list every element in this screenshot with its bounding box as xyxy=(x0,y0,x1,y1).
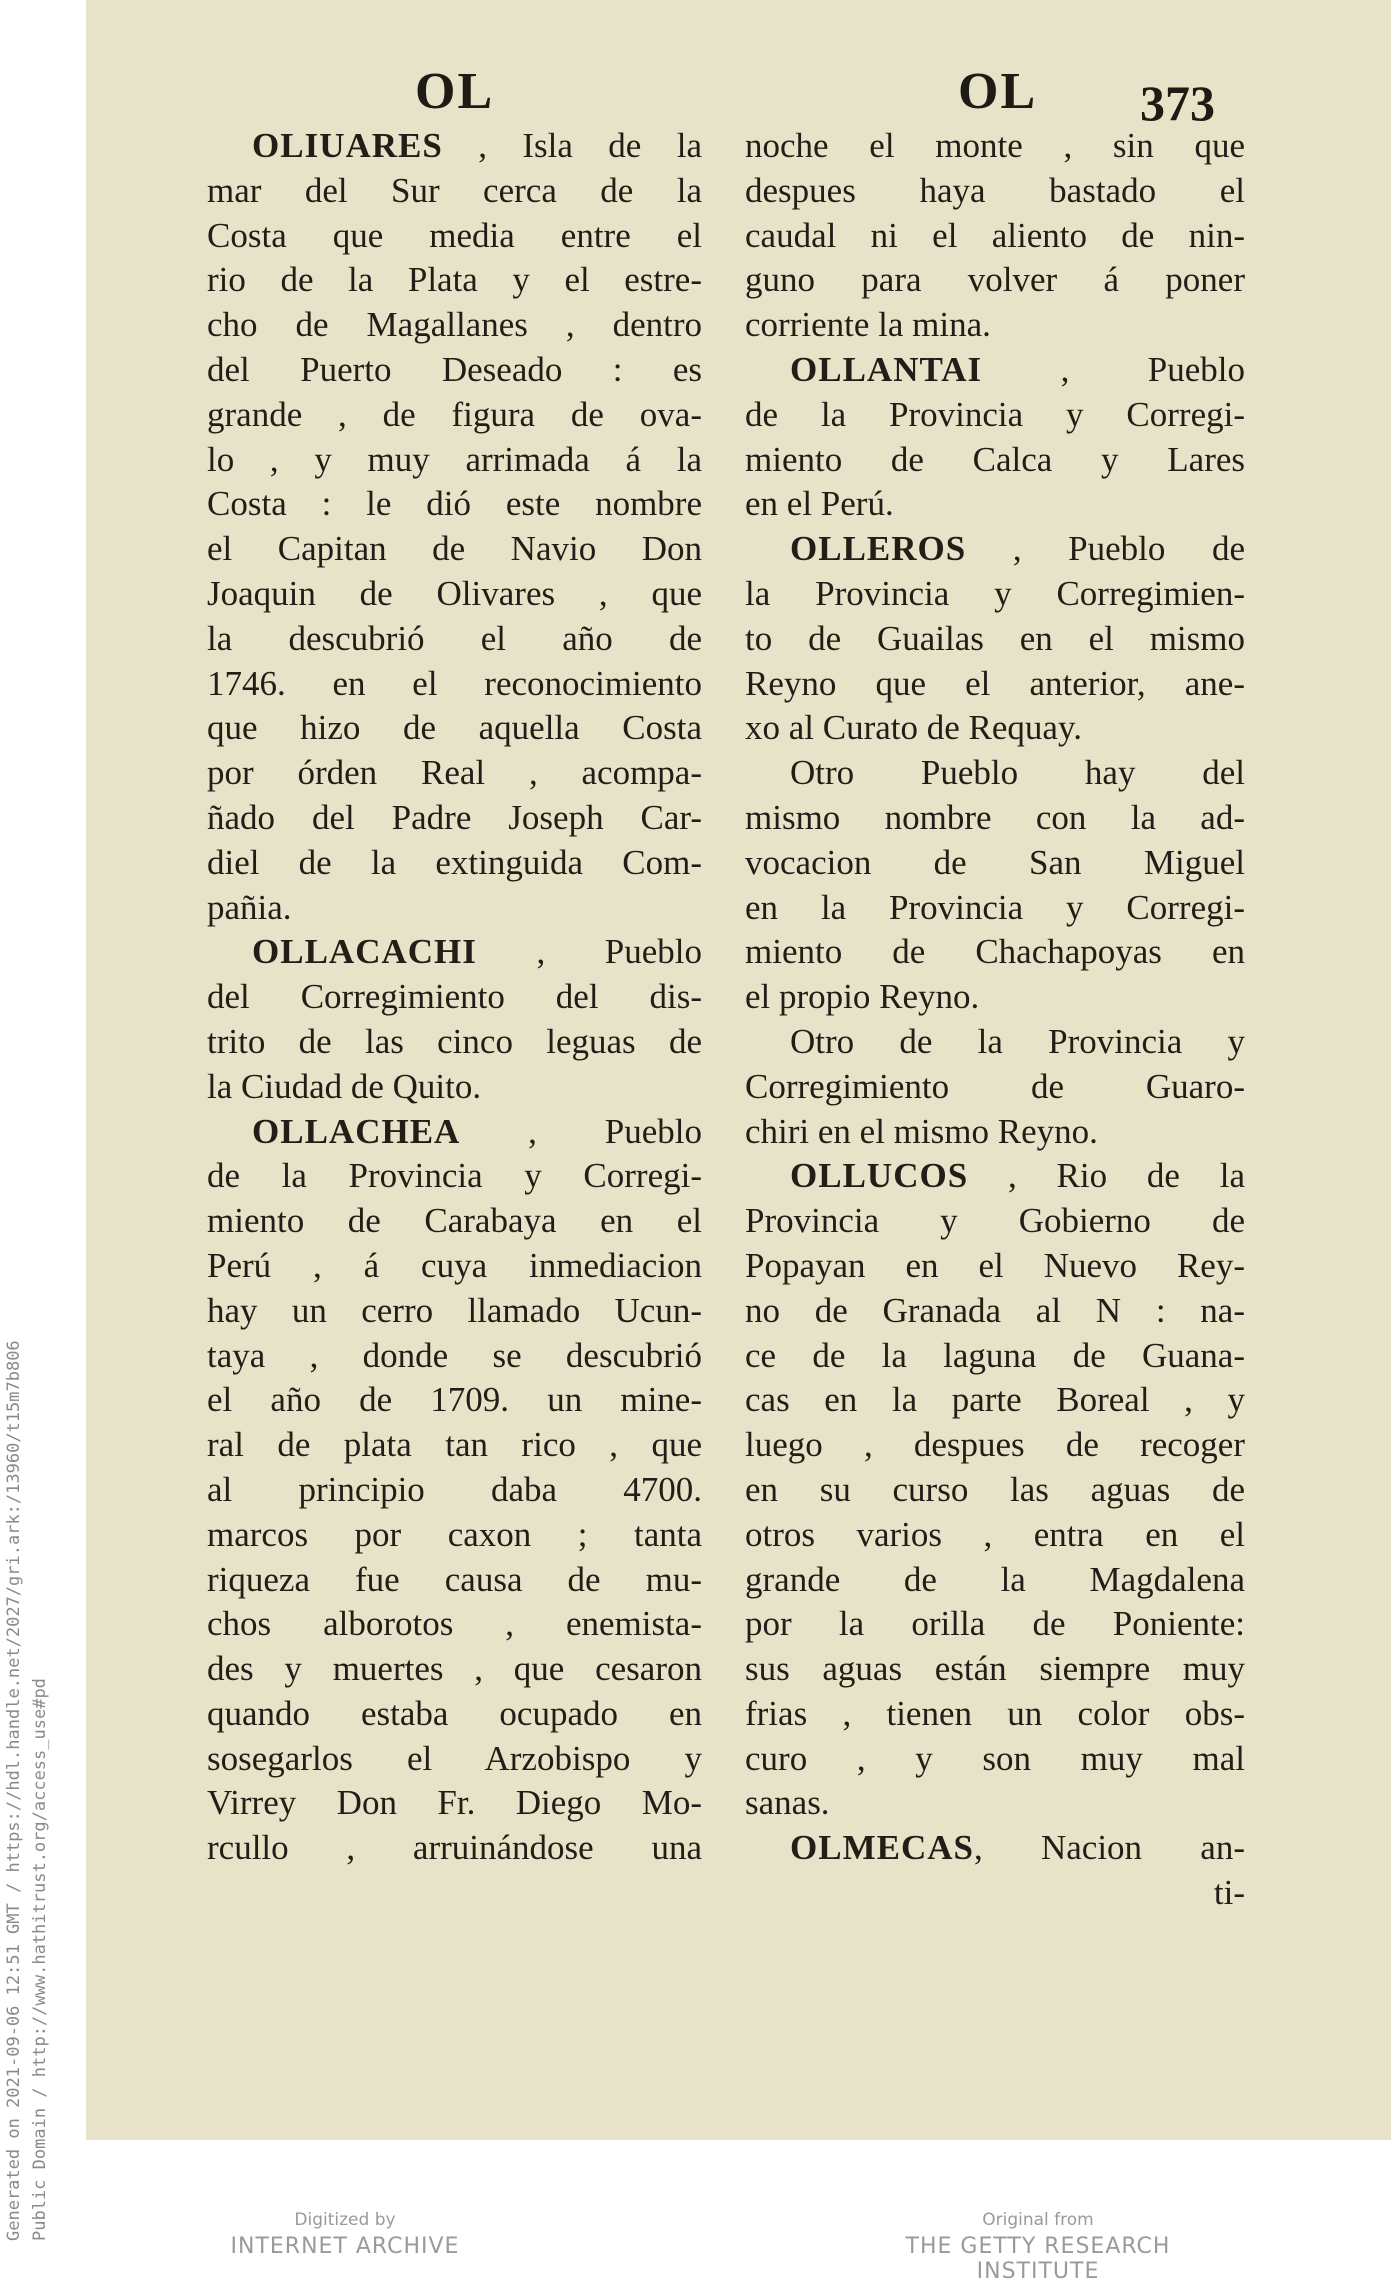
text-line xyxy=(745,303,1245,348)
line-text: mismo nombre con la ad- xyxy=(745,797,1245,837)
text-line xyxy=(745,1737,1245,1782)
text-line xyxy=(745,930,1245,975)
line-text: Costa que media entre el xyxy=(207,215,702,255)
line-text: hay un cerro llamado Ucun- xyxy=(207,1290,702,1330)
line-text: Joaquin de Olivares , que xyxy=(207,573,702,613)
line-text: Otro Pueblo hay del xyxy=(790,753,1245,793)
line-text: luego , despues de recoger xyxy=(745,1425,1245,1465)
line-text: el año de 1709. un mine- xyxy=(207,1380,702,1420)
line-text: trito de las cinco leguas de xyxy=(207,1021,702,1061)
text-line xyxy=(745,258,1245,303)
text-line xyxy=(207,527,702,572)
line-text: Perú , á cuya inmediacion xyxy=(207,1245,702,1285)
line-text: Corregimiento de Guaro- xyxy=(745,1066,1245,1106)
text-line xyxy=(207,841,702,886)
line-text: , Rio de la xyxy=(968,1156,1245,1196)
line-text: miento de Chachapoyas en xyxy=(745,932,1245,972)
text-line xyxy=(207,1558,702,1603)
text-line xyxy=(745,751,1245,796)
text-line xyxy=(745,393,1245,438)
line-text: Popayan en el Nuevo Rey- xyxy=(745,1245,1245,1285)
line-text: diel de la extinguida Com- xyxy=(207,842,702,882)
text-line xyxy=(745,1781,1245,1826)
digitizer-name: INTERNET ARCHIVE xyxy=(230,2234,460,2259)
text-column-left xyxy=(207,124,702,1871)
text-line xyxy=(745,1647,1245,1692)
line-text: ti- xyxy=(1213,1873,1245,1913)
text-line xyxy=(745,572,1245,617)
line-text: al principio daba 4700. xyxy=(207,1469,702,1509)
text-line xyxy=(207,1781,702,1826)
text-line xyxy=(207,572,702,617)
generation-stamp xyxy=(0,1091,60,2241)
line-text: ñado del Padre Joseph Car- xyxy=(207,797,702,837)
line-text: marcos por caxon ; tanta xyxy=(207,1514,702,1554)
line-text: de la Provincia y Corregi- xyxy=(745,394,1245,434)
text-line xyxy=(745,1513,1245,1558)
text-column-right xyxy=(745,124,1245,1916)
line-text: frias , tienen un color obs- xyxy=(745,1693,1245,1733)
text-line xyxy=(745,482,1245,527)
line-text: del Puerto Deseado : es xyxy=(207,349,702,389)
text-line xyxy=(745,348,1245,393)
text-line xyxy=(745,796,1245,841)
line-text: Reyno que el anterior, ane- xyxy=(745,663,1245,703)
line-text: grande de la Magdalena xyxy=(745,1559,1245,1599)
digitizer-label: Digitized by xyxy=(294,2210,396,2230)
page-number: 373 xyxy=(1140,75,1215,131)
text-line xyxy=(745,1826,1245,1871)
line-text: mar del Sur cerca de la xyxy=(207,170,702,210)
line-text: Otro de la Provincia y xyxy=(790,1021,1245,1061)
running-head-right: OL xyxy=(958,63,1038,120)
line-text: ral de plata tan rico , que xyxy=(207,1425,702,1465)
text-line xyxy=(207,1826,702,1871)
line-text: 1746. en el reconocimiento xyxy=(207,663,702,703)
text-line xyxy=(745,1871,1245,1916)
entry-headword: OLMECAS xyxy=(790,1828,974,1868)
text-line xyxy=(207,1154,702,1199)
line-text: sanas. xyxy=(745,1783,830,1823)
line-text: Costa : le dió este nombre xyxy=(207,484,702,524)
line-text: por la orilla de Poniente: xyxy=(745,1604,1245,1644)
line-text: en su curso las aguas de xyxy=(745,1469,1245,1509)
line-text: guno para volver á poner xyxy=(745,260,1245,300)
line-text: la Ciudad de Quito. xyxy=(207,1066,482,1106)
text-line xyxy=(207,1737,702,1782)
text-line xyxy=(745,438,1245,483)
text-line xyxy=(745,1558,1245,1603)
line-text: otros varios , entra en el xyxy=(745,1514,1245,1554)
text-line xyxy=(207,1110,702,1155)
source-label: Original from xyxy=(982,2210,1094,2230)
text-line xyxy=(207,393,702,438)
text-line xyxy=(745,1468,1245,1513)
text-line xyxy=(207,124,702,169)
entry-headword: OLLANTAI xyxy=(790,349,983,389)
line-text: corriente la mina. xyxy=(745,305,991,345)
text-line xyxy=(207,169,702,214)
text-line xyxy=(745,1110,1245,1155)
entry-headword: OLLEROS xyxy=(790,529,967,569)
digitizer-credit xyxy=(230,2210,460,2259)
text-line xyxy=(207,1423,702,1468)
line-text: sosegarlos el Arzobispo y xyxy=(207,1738,702,1778)
entry-headword: OLLUCOS xyxy=(790,1156,969,1196)
text-line xyxy=(745,886,1245,931)
line-text: , Pueblo xyxy=(460,1111,702,1151)
text-line xyxy=(745,1065,1245,1110)
text-line xyxy=(745,662,1245,707)
text-line xyxy=(207,1065,702,1110)
text-line xyxy=(207,886,702,931)
text-line xyxy=(207,1020,702,1065)
line-text: que hizo de aquella Costa xyxy=(207,708,702,748)
text-line xyxy=(207,348,702,393)
line-text: curo , y son muy mal xyxy=(745,1738,1245,1778)
line-text: del Corregimiento del dis- xyxy=(207,977,702,1017)
line-text: miento de Calca y Lares xyxy=(745,439,1245,479)
text-line xyxy=(745,1602,1245,1647)
line-text: , Pueblo xyxy=(982,349,1245,389)
line-text: ce de la laguna de Guana- xyxy=(745,1335,1245,1375)
generation-stamp-line: Generated on 2021-09-06 12:51 GMT / https://hdl.handle.net/2027/gri.ark:/13960/t15m7b806 xyxy=(4,1340,24,2241)
text-line xyxy=(207,1647,702,1692)
text-line xyxy=(207,796,702,841)
text-line xyxy=(207,1602,702,1647)
line-text: sus aguas están siempre muy xyxy=(745,1649,1245,1689)
text-line xyxy=(745,975,1245,1020)
line-text: Virrey Don Fr. Diego Mo- xyxy=(207,1783,702,1823)
text-line xyxy=(207,706,702,751)
line-text: vocacion de San Miguel xyxy=(745,842,1245,882)
running-head-left: OL xyxy=(415,63,495,120)
text-line xyxy=(207,751,702,796)
text-line xyxy=(745,169,1245,214)
text-line xyxy=(207,1244,702,1289)
line-text: de la Provincia y Corregi- xyxy=(207,1156,702,1196)
text-line xyxy=(745,841,1245,886)
line-text: rcullo , arruinándose una xyxy=(207,1828,702,1868)
line-text: el Capitan de Navio Don xyxy=(207,529,702,569)
line-text: en el Perú. xyxy=(745,484,894,524)
line-text: miento de Carabaya en el xyxy=(207,1201,702,1241)
text-line xyxy=(745,617,1245,662)
line-text: pañia. xyxy=(207,887,292,927)
line-text: cho de Magallanes , dentro xyxy=(207,305,702,345)
line-text: el propio Reyno. xyxy=(745,977,980,1017)
text-line xyxy=(207,258,702,303)
line-text: en la Provincia y Corregi- xyxy=(745,887,1245,927)
line-text: chiri en el mismo Reyno. xyxy=(745,1111,1098,1151)
line-text: des y muertes , que cesaron xyxy=(207,1649,702,1689)
line-text: , Pueblo xyxy=(476,932,702,972)
text-line xyxy=(745,214,1245,259)
line-text: despues haya bastado el xyxy=(745,170,1245,210)
source-name: THE GETTY RESEARCH INSTITUTE xyxy=(905,2234,1171,2284)
line-text: la Provincia y Corregimien- xyxy=(745,573,1245,613)
text-line xyxy=(207,1289,702,1334)
entry-headword: OLLACHEA xyxy=(252,1111,461,1151)
line-text: to de Guailas en el mismo xyxy=(745,618,1245,658)
line-text: , Nacion an- xyxy=(973,1828,1245,1868)
text-line xyxy=(745,124,1245,169)
line-text: lo , y muy arrimada á la xyxy=(207,439,702,479)
line-text: noche el monte , sin que xyxy=(745,126,1245,165)
line-text: por órden Real , acompa- xyxy=(207,753,702,793)
text-line xyxy=(745,1244,1245,1289)
text-line xyxy=(745,706,1245,751)
text-line xyxy=(745,1334,1245,1379)
text-line xyxy=(207,662,702,707)
text-line xyxy=(207,1692,702,1737)
text-line xyxy=(207,1334,702,1379)
text-line xyxy=(745,1423,1245,1468)
line-text: taya , donde se descubrió xyxy=(207,1335,702,1375)
line-text: quando estaba ocupado en xyxy=(207,1693,702,1733)
source-credit xyxy=(848,2210,1228,2284)
line-text: Provincia y Gobierno de xyxy=(745,1201,1245,1241)
entry-headword: OLLACACHI xyxy=(252,932,477,972)
text-line xyxy=(207,482,702,527)
text-line xyxy=(745,1154,1245,1199)
line-text: grande , de figura de ova- xyxy=(207,394,702,434)
text-line xyxy=(207,303,702,348)
text-line xyxy=(207,617,702,662)
text-line xyxy=(207,1513,702,1558)
line-text: no de Granada al N : na- xyxy=(745,1290,1245,1330)
text-line xyxy=(745,527,1245,572)
line-text: riqueza fue causa de mu- xyxy=(207,1559,702,1599)
text-line xyxy=(745,1692,1245,1737)
text-line xyxy=(207,975,702,1020)
line-text: la descubrió el año de xyxy=(207,618,702,658)
text-line xyxy=(207,1468,702,1513)
rights-stamp-line: Public Domain / http://www.hathitrust.org/access_use#pd xyxy=(30,1678,50,2241)
line-text: chos alborotos , enemista- xyxy=(207,1604,702,1644)
line-text: xo al Curato de Requay. xyxy=(745,708,1082,748)
text-line xyxy=(207,1199,702,1244)
text-line xyxy=(745,1378,1245,1423)
text-line xyxy=(207,214,702,259)
text-line xyxy=(745,1199,1245,1244)
line-text: , Isla de la xyxy=(442,126,702,165)
line-text: rio de la Plata y el estre- xyxy=(207,260,702,300)
line-text: , Pueblo de xyxy=(966,529,1245,569)
text-line xyxy=(207,438,702,483)
text-line xyxy=(745,1289,1245,1334)
line-text: caudal ni el aliento de nin- xyxy=(745,215,1245,255)
text-line xyxy=(207,1378,702,1423)
text-line xyxy=(745,1020,1245,1065)
entry-headword: OLIUARES xyxy=(252,126,443,165)
text-line xyxy=(207,930,702,975)
line-text: cas en la parte Boreal , y xyxy=(745,1380,1245,1420)
